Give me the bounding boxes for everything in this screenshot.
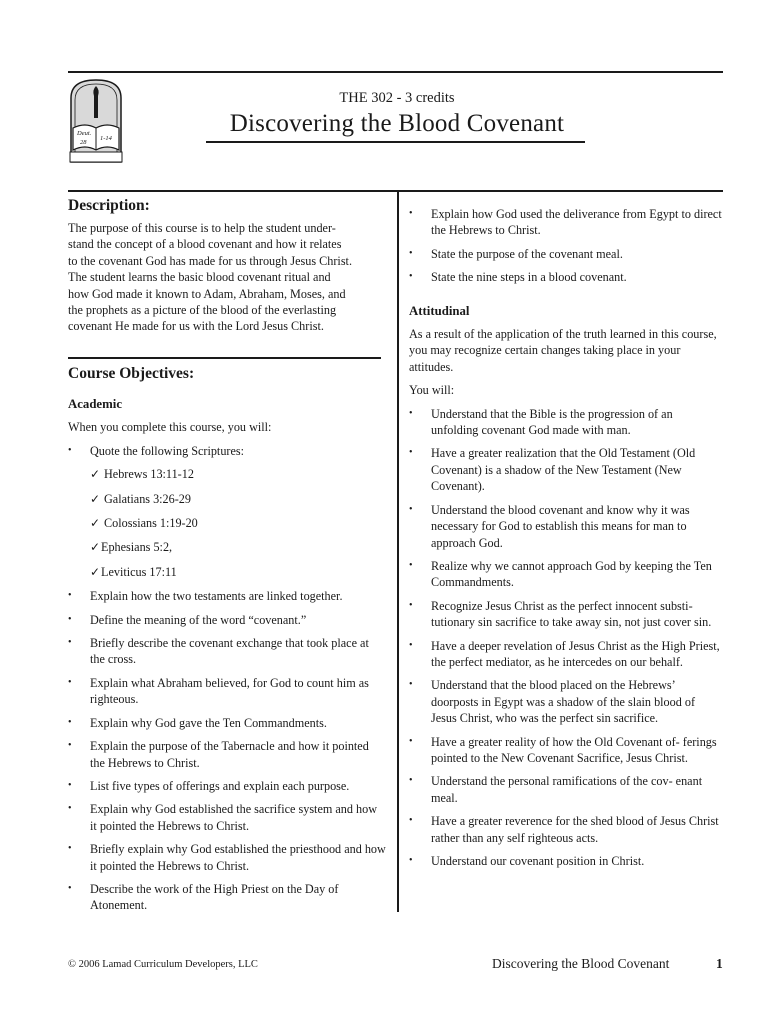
- list-item: • Explain why God established the sacrifice system and how it pointed the Hebrews to Christ.: [68, 801, 386, 834]
- list-item: • Understand our covenant position in Christ.: [409, 853, 723, 869]
- logo-text-verses: 1-14: [100, 135, 112, 142]
- list-item: • State the purpose of the covenant meal.: [409, 246, 723, 262]
- attitudinal-list: [409, 406, 723, 870]
- description-line: The purpose of this course is to help the student under-: [68, 221, 336, 235]
- objectives-section: [68, 364, 386, 921]
- list-item: • Briefly explain why God established the priesthood and how it pointed the Hebrews to Christ.: [68, 841, 386, 874]
- scripture-list: [68, 466, 386, 580]
- scripture-item: [90, 466, 386, 482]
- scripture-ref: Ephesians 5:2,: [101, 540, 173, 555]
- description-line: stand the concept of a blood covenant and how it relates: [68, 237, 342, 252]
- running-title: Discovering the Blood Covenant: [492, 956, 670, 971]
- academic-heading: Academic: [68, 397, 123, 411]
- list-item: • List five types of offerings and explain each purpose.: [68, 778, 386, 794]
- logo-text-book: Deut.: [77, 130, 92, 137]
- list-item: • Understand that the Bible is the progression of an unfolding covenant God made with man.: [409, 406, 723, 439]
- list-item: • Understand the personal ramifications of the cov- enant meal.: [409, 773, 723, 806]
- attitudinal-heading: Attitudinal: [409, 303, 470, 318]
- description-body: [68, 220, 386, 335]
- section-rule: [68, 357, 381, 359]
- list-item: • Have a greater reverence for the shed blood of Jesus Christ rather than any self righteous acts.: [409, 813, 723, 846]
- academic-intro: When you complete this course, you will:: [68, 420, 272, 435]
- list-item: • Have a deeper revelation of Jesus Christ as the High Priest, the perfect mediator, as he intercedes on our behalf.: [409, 638, 723, 671]
- course-title: Discovering the Blood Covenant: [229, 110, 565, 137]
- page-number: 1: [716, 956, 723, 971]
- objectives-right-column: [409, 206, 723, 876]
- list-item: • State the nine steps in a blood covenant.: [409, 269, 723, 285]
- scripture-item: [90, 564, 386, 580]
- checkmark-icon: ✓: [90, 540, 101, 555]
- copyright: © 2006 Lamad Curriculum Developers, LLC: [68, 959, 258, 970]
- list-item: • Explain how the two testaments are linked together.: [68, 588, 386, 604]
- title-underline: [206, 141, 585, 143]
- description-line: to the covenant God has made for us through Jesus Christ.: [68, 253, 352, 268]
- list-item: • Have a greater realization that the Old Testament (Old Covenant) is a shadow of the New Testament (New Covenant).: [409, 445, 723, 494]
- scripture-ref: Colossians 1:19-20: [104, 516, 198, 531]
- top-rule: [68, 71, 723, 73]
- description-line: covenant He made for us with the Lord Jesus Christ.: [68, 319, 324, 334]
- attitudinal-intro: As a result of the application of the truth learned in this course, you may recognize certain changes taking place in your attitudes.: [409, 327, 717, 374]
- list-item: • Explain the purpose of the Tabernacle and how it pointed the Hebrews to Christ.: [68, 738, 386, 771]
- course-code: THE 302 - 3 credits: [339, 90, 455, 106]
- scripture-ref: Hebrews 13:11-12: [104, 467, 194, 482]
- attitudinal-you-will: You will:: [409, 383, 455, 398]
- scripture-ref: Leviticus 17:11: [101, 564, 177, 579]
- scripture-ref: Galatians 3:26-29: [104, 491, 191, 506]
- description-line: the prophets as a picture of the blood of the everlasting: [68, 303, 337, 318]
- scripture-item: [90, 539, 386, 555]
- description-line: The student learns the basic blood covenant ritual and: [68, 270, 331, 285]
- list-item: • Explain why God gave the Ten Commandments.: [68, 715, 386, 731]
- list-item: • Quote the following Scriptures:: [68, 443, 386, 459]
- logo-text-chapter: 28: [80, 139, 87, 146]
- list-item: • Have a greater reality of how the Old Covenant of- ferings pointed to the New Covenant Sacrifice, Jesus Christ.: [409, 734, 723, 767]
- list-item: • Realize why we cannot approach God by keeping the Ten Commandments.: [409, 558, 723, 591]
- list-item: • Understand that the blood placed on the Hebrews’ doorposts in Egypt was a shadow of the slain blood of Jesus Christ, who was the perfect sin sacrifice.: [409, 677, 723, 726]
- description-line: how God made it known to Adam, Abraham, Moses, and: [68, 286, 346, 301]
- description-heading: Description:: [68, 197, 150, 214]
- academic-list-cont: [68, 588, 386, 914]
- header-bottom-rule: [68, 190, 723, 192]
- list-item: • Recognize Jesus Christ as the perfect innocent substi- tutionary sin sacrifice to take away sin, not just cover sin.: [409, 598, 723, 631]
- list-item: • Describe the work of the High Priest on the Day of Atonement.: [68, 881, 386, 914]
- academic-list-right: [409, 206, 723, 286]
- column-divider: [397, 190, 399, 912]
- description-section: [68, 196, 386, 335]
- list-item: • Explain what Abraham believed, for God to count him as righteous.: [68, 675, 386, 708]
- scripture-item: [90, 491, 386, 507]
- objectives-heading: Course Objectives:: [68, 365, 195, 382]
- academic-list: [68, 443, 386, 459]
- checkmark-icon: ✓: [90, 564, 101, 579]
- list-item: • Explain how God used the deliverance from Egypt to direct the Hebrews to Christ.: [409, 206, 723, 239]
- list-item: • Briefly describe the covenant exchange that took place at the cross.: [68, 635, 386, 668]
- checkmark-icon: ✓: [90, 516, 101, 531]
- checkmark-icon: ✓: [90, 467, 101, 482]
- list-item: • Define the meaning of the word “covenant.”: [68, 612, 386, 628]
- list-item: • Understand the blood covenant and know why it was necessary for God to establish this means for man to approach God.: [409, 502, 723, 551]
- checkmark-icon: ✓: [90, 491, 101, 506]
- scripture-item: [90, 515, 386, 531]
